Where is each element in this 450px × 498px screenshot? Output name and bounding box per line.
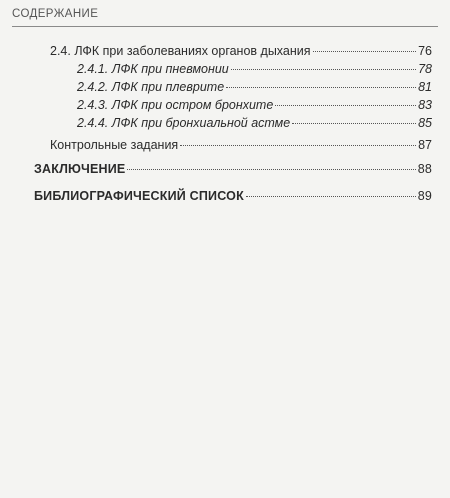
header-rule [12, 26, 438, 27]
toc-entry-title: 2.4. ЛФК при заболеваниях органов дыхания [50, 44, 311, 58]
toc-leader [313, 51, 417, 52]
toc-entry-title: 2.4.2. ЛФК при плеврите [77, 80, 225, 94]
toc-entry-page: 87 [418, 138, 432, 152]
running-header: СОДЕРЖАНИЕ [12, 8, 99, 20]
toc-entry-page: 89 [417, 189, 432, 203]
toc-entry-bibliography[interactable] [34, 187, 432, 205]
toc-entry-page: 85 [418, 116, 432, 130]
toc-entry-control-tasks[interactable] [50, 136, 432, 154]
toc-leader [231, 69, 416, 70]
toc-entry-title: ЗАКЛЮЧЕНИЕ [34, 162, 126, 176]
toc-entry-page: 83 [418, 98, 432, 112]
toc-entry-title: Контрольные задания [50, 138, 179, 152]
toc-entry-2-4-1[interactable] [77, 60, 432, 78]
toc-entry-conclusion[interactable] [34, 160, 432, 178]
toc-entry-page: 76 [418, 44, 432, 58]
toc-leader [246, 196, 416, 197]
toc-entry-2-4-4[interactable] [77, 114, 432, 132]
toc-entry-title: 2.4.3. ЛФК при остром бронхите [77, 98, 274, 112]
toc-leader [226, 87, 416, 88]
toc-entry-title: 2.4.1. ЛФК при пневмонии [77, 62, 229, 76]
toc-entry-page: 88 [417, 162, 432, 176]
toc-entry-2-4[interactable] [50, 42, 432, 60]
toc-entry-2-4-2[interactable] [77, 78, 432, 96]
toc-entry-page: 81 [418, 80, 432, 94]
toc-leader [275, 105, 416, 106]
toc-leader [180, 145, 416, 146]
toc-leader [127, 169, 415, 170]
toc-entry-title: БИБЛИОГРАФИЧЕСКИЙ СПИСОК [34, 189, 244, 203]
toc-entry-title: 2.4.4. ЛФК при бронхиальной астме [77, 116, 291, 130]
toc-entry-2-4-3[interactable] [77, 96, 432, 114]
toc-entry-page: 78 [418, 62, 432, 76]
toc-leader [292, 123, 416, 124]
